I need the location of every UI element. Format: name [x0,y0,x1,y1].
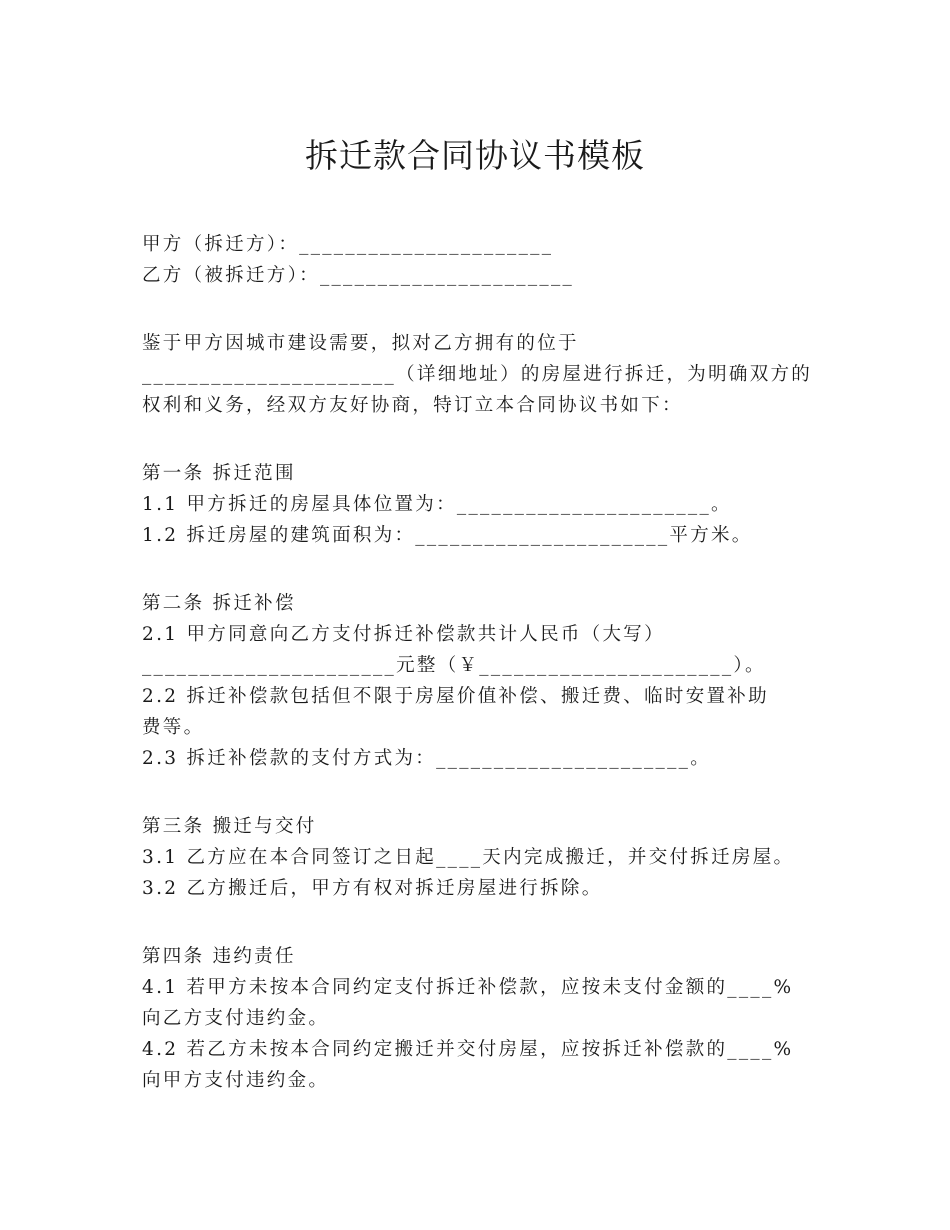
article3-clause: 3.2 乙方搬迁后，甲方有权对拆迁房屋进行拆除。 [142,878,603,899]
article4-clause: 向乙方支付违约金。 [142,1008,330,1029]
document-body [142,229,842,1096]
article1-clause: 1.2 拆迁房屋的建筑面积为：______________________平方米。 [142,525,753,546]
spacer [142,904,842,941]
spacer [142,774,842,811]
article2-clause: ______________________元整（￥______________________）。 [142,655,766,676]
article2-clause: 2.2 拆迁补偿款包括但不限于房屋价值补偿、搬迁费、临时安置补助 [142,686,769,707]
spacer [142,421,842,458]
article1-clause: 1.1 甲方拆迁的房屋具体位置为：______________________。 [142,494,732,515]
article3-heading: 第三条 搬迁与交付 [142,816,317,837]
article2-clause: 2.1 甲方同意向乙方支付拆迁补偿款共计人民币（大写） [142,624,665,645]
spacer [142,291,842,328]
article2-heading: 第二条 拆迁补偿 [142,593,296,614]
article1-heading: 第一条 拆迁范围 [142,463,296,484]
party-b-line: 乙方（被拆迁方）：______________________ [142,265,575,286]
article2-clause: 2.3 拆迁补偿款的支付方式为：______________________。 [142,748,712,769]
document-title: 拆迁款合同协议书模板 [305,136,645,175]
article3-clause: 3.1 乙方应在本合同签订之日起____天内完成搬迁，并交付拆迁房屋。 [142,847,795,868]
article4-clause: 4.1 若甲方未按本合同约定支付拆迁补偿款，应按未支付金额的____% [142,977,794,998]
preamble-line: ______________________（详细地址）的房屋进行拆迁，为明确双方的 [142,364,813,385]
article4-heading: 第四条 违约责任 [142,946,296,967]
preamble-line: 鉴于甲方因城市建设需要，拟对乙方拥有的位于 [142,333,579,354]
article4-clause: 4.2 若乙方未按本合同约定搬迁并交付房屋，应按拆迁补偿款的____% [142,1039,794,1060]
preamble-line: 权利和义务，经双方友好协商，特订立本合同协议书如下： [142,395,683,416]
article2-clause: 费等。 [142,717,205,738]
spacer [142,551,842,588]
article4-clause: 向甲方支付违约金。 [142,1070,330,1091]
party-a-line: 甲方（拆迁方）：______________________ [142,234,554,255]
